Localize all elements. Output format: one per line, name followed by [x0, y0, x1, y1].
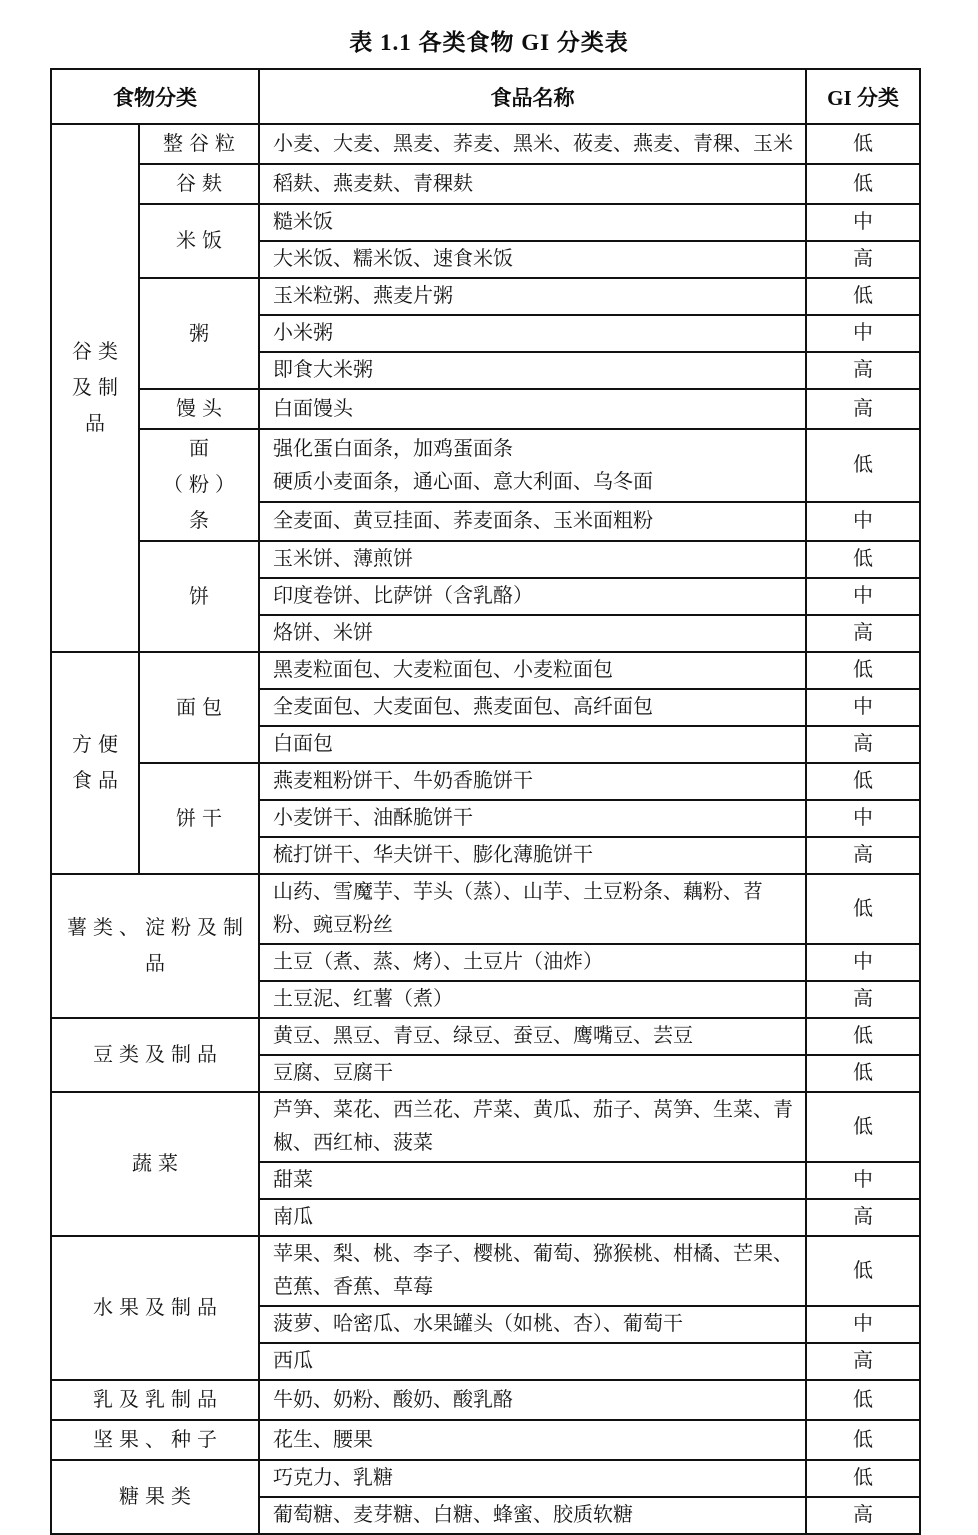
- food-name-cell: 葡萄糖、麦芽糖、白糖、蜂蜜、胶质软糖: [259, 1497, 806, 1534]
- subcategory-cell: 馒头: [139, 389, 259, 429]
- gi-level-cell: 中: [806, 944, 920, 981]
- gi-level-cell: 低: [806, 1380, 920, 1420]
- gi-level-cell: 高: [806, 241, 920, 278]
- gi-level-cell: 高: [806, 615, 920, 652]
- subcategory-cell: 米饭: [139, 204, 259, 278]
- food-name-cell: 糙米饭: [259, 204, 806, 241]
- table-row: [51, 164, 920, 204]
- header-food-class: 食物分类: [51, 69, 259, 124]
- table-row: [51, 652, 920, 689]
- cell-line: 品: [85, 413, 111, 435]
- table-row: [51, 763, 920, 800]
- cell-line: 硬质小麦面条，通心面、意大利面、乌冬面: [273, 470, 653, 493]
- category-cell: 豆类及制品: [51, 1018, 259, 1092]
- gi-level-cell: 中: [806, 800, 920, 837]
- food-name-cell: 小麦、大麦、黑麦、荞麦、黑米、莜麦、燕麦、青稞、玉米: [259, 124, 806, 164]
- food-name-cell: 即食大米粥: [259, 352, 806, 389]
- table-row: [51, 1018, 920, 1055]
- cell-line: 面: [189, 438, 215, 460]
- gi-level-cell: 高: [806, 1497, 920, 1534]
- food-name-cell: 牛奶、奶粉、酸奶、酸乳酪: [259, 1380, 806, 1420]
- gi-level-cell: 中: [806, 1306, 920, 1343]
- food-name-cell: 土豆泥、红薯（煮）: [259, 981, 806, 1018]
- category-cell: 糖果类: [51, 1460, 259, 1534]
- gi-level-cell: 中: [806, 578, 920, 615]
- food-name-cell: 烙饼、米饼: [259, 615, 806, 652]
- food-name-cell: 苹果、梨、桃、李子、樱桃、葡萄、猕猴桃、柑橘、芒果、芭蕉、香蕉、草莓: [259, 1236, 806, 1306]
- gi-level-cell: 中: [806, 315, 920, 352]
- category-cell: 蔬菜: [51, 1092, 259, 1236]
- category-cell: 坚果、种子: [51, 1420, 259, 1460]
- table-row: [51, 874, 920, 944]
- gi-level-cell: 低: [806, 1236, 920, 1306]
- food-name-cell: 豆腐、豆腐干: [259, 1055, 806, 1092]
- cell-line: 食品: [72, 770, 124, 792]
- gi-level-cell: 低: [806, 763, 920, 800]
- gi-level-cell: 低: [806, 874, 920, 944]
- food-name-cell: 甜菜: [259, 1162, 806, 1199]
- food-name-cell: 玉米粒粥、燕麦片粥: [259, 278, 806, 315]
- subcategory-cell: [139, 429, 259, 541]
- gi-level-cell: 低: [806, 429, 920, 502]
- cell-line: 薯类、淀粉及制: [67, 917, 249, 939]
- food-name-cell: 全麦面包、大麦面包、燕麦面包、高纤面包: [259, 689, 806, 726]
- category-cell: [51, 652, 139, 874]
- food-name-cell: 土豆（煮、蒸、烤）、土豆片（油炸）: [259, 944, 806, 981]
- cell-line: 及制: [72, 377, 124, 399]
- food-name-cell: 白面包: [259, 726, 806, 763]
- table-header: [51, 69, 920, 124]
- food-name-cell: 花生、腰果: [259, 1420, 806, 1460]
- gi-level-cell: 高: [806, 1343, 920, 1380]
- gi-level-cell: 中: [806, 204, 920, 241]
- table-row: [51, 429, 920, 502]
- header-row: [51, 69, 920, 124]
- gi-level-cell: 低: [806, 1055, 920, 1092]
- food-name-cell: 梳打饼干、华夫饼干、膨化薄脆饼干: [259, 837, 806, 874]
- gi-level-cell: 中: [806, 689, 920, 726]
- food-name-cell: 稻麸、燕麦麸、青稞麸: [259, 164, 806, 204]
- cell-line: 条: [189, 510, 215, 532]
- subcategory-cell: 谷麸: [139, 164, 259, 204]
- table-row: [51, 389, 920, 429]
- food-name-cell: 菠萝、哈密瓜、水果罐头（如桃、杏）、葡萄干: [259, 1306, 806, 1343]
- food-name-cell: 玉米饼、薄煎饼: [259, 541, 806, 578]
- food-name-cell: 巧克力、乳糖: [259, 1460, 806, 1497]
- cell-line: 品: [145, 953, 171, 975]
- table-row: [51, 124, 920, 164]
- food-name-cell: 印度卷饼、比萨饼（含乳酪）: [259, 578, 806, 615]
- table-row: [51, 204, 920, 241]
- gi-level-cell: 低: [806, 124, 920, 164]
- gi-level-cell: 低: [806, 652, 920, 689]
- gi-level-cell: 高: [806, 837, 920, 874]
- food-name-cell: 小麦饼干、油酥脆饼干: [259, 800, 806, 837]
- food-name-cell: 白面馒头: [259, 389, 806, 429]
- food-name-cell: 黄豆、黑豆、青豆、绿豆、蚕豆、鹰嘴豆、芸豆: [259, 1018, 806, 1055]
- subcategory-cell: 面包: [139, 652, 259, 763]
- cell-line: 方便: [72, 734, 124, 756]
- subcategory-cell: 饼干: [139, 763, 259, 874]
- table-row: [51, 278, 920, 315]
- gi-level-cell: 高: [806, 726, 920, 763]
- gi-level-cell: 中: [806, 1162, 920, 1199]
- food-name-cell: 西瓜: [259, 1343, 806, 1380]
- header-food-name: 食品名称: [259, 69, 806, 124]
- cell-line: （粉）: [163, 474, 241, 496]
- food-name-cell: 芦笋、菜花、西兰花、芹菜、黄瓜、茄子、莴笋、生菜、青椒、西红柿、菠菜: [259, 1092, 806, 1162]
- header-gi-class: GI 分类: [806, 69, 920, 124]
- food-name-cell: 山药、雪魔芋、芋头（蒸）、山芋、土豆粉条、藕粉、苕粉、豌豆粉丝: [259, 874, 806, 944]
- table-row: [51, 1236, 920, 1306]
- gi-level-cell: 低: [806, 1092, 920, 1162]
- table-row: [51, 1380, 920, 1420]
- table-row: [51, 1092, 920, 1162]
- gi-classification-table: [50, 68, 921, 1535]
- food-name-cell: 大米饭、糯米饭、速食米饭: [259, 241, 806, 278]
- gi-level-cell: 高: [806, 352, 920, 389]
- gi-level-cell: 低: [806, 278, 920, 315]
- category-cell: 乳及乳制品: [51, 1380, 259, 1420]
- gi-level-cell: 低: [806, 541, 920, 578]
- gi-level-cell: 低: [806, 164, 920, 204]
- table-title: 表 1.1 各类食物 GI 分类表: [349, 30, 629, 55]
- gi-level-cell: 低: [806, 1018, 920, 1055]
- subcategory-cell: 饼: [139, 541, 259, 652]
- category-cell: 水果及制品: [51, 1236, 259, 1380]
- category-cell: [51, 874, 259, 1018]
- gi-level-cell: 中: [806, 502, 920, 541]
- gi-table-body: [51, 124, 920, 1534]
- food-name-cell: [259, 429, 806, 502]
- gi-level-cell: 高: [806, 1199, 920, 1236]
- food-name-cell: 燕麦粗粉饼干、牛奶香脆饼干: [259, 763, 806, 800]
- food-name-cell: 南瓜: [259, 1199, 806, 1236]
- table-row: [51, 1460, 920, 1497]
- subcategory-cell: 粥: [139, 278, 259, 389]
- gi-level-cell: 低: [806, 1420, 920, 1460]
- table-row: [51, 1420, 920, 1460]
- food-name-cell: 黑麦粒面包、大麦粒面包、小麦粒面包: [259, 652, 806, 689]
- gi-level-cell: 高: [806, 389, 920, 429]
- gi-level-cell: 高: [806, 981, 920, 1018]
- food-name-cell: 小米粥: [259, 315, 806, 352]
- category-cell: [51, 124, 139, 652]
- subcategory-cell: 整谷粒: [139, 124, 259, 164]
- cell-line: 强化蛋白面条，加鸡蛋面条: [273, 437, 513, 460]
- cell-line: 谷类: [72, 341, 124, 363]
- gi-level-cell: 低: [806, 1460, 920, 1497]
- table-row: [51, 541, 920, 578]
- food-name-cell: 全麦面、黄豆挂面、荞麦面条、玉米面粗粉: [259, 502, 806, 541]
